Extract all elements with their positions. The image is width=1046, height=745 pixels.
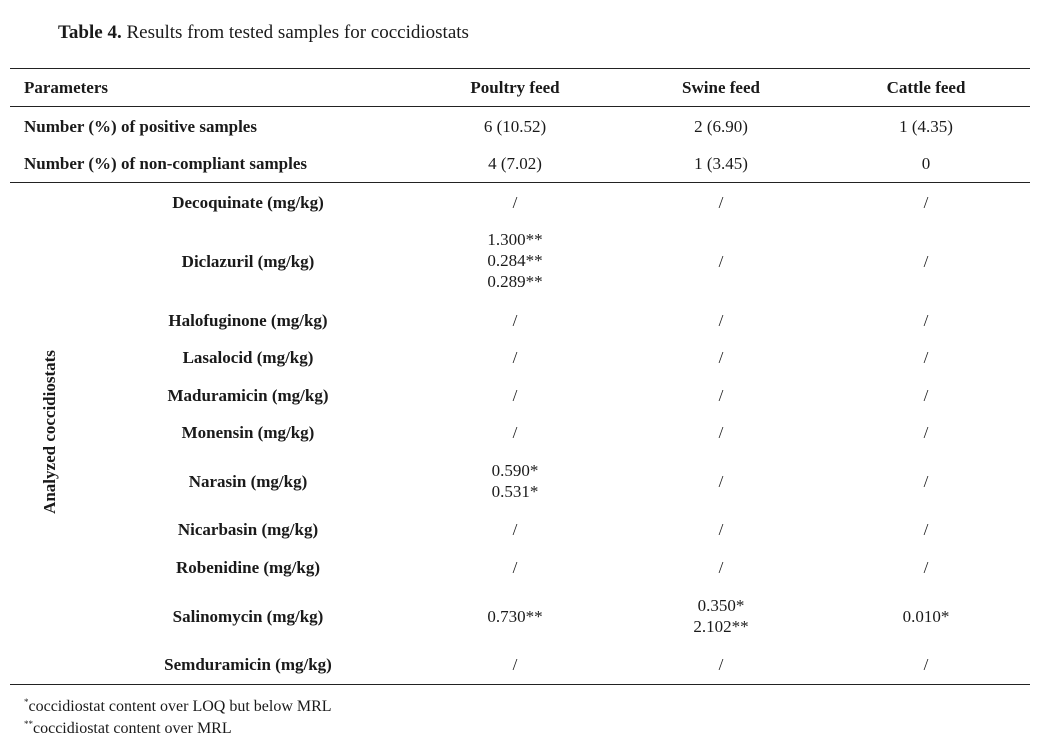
table-caption (58, 22, 469, 44)
footnote-mark: * (24, 697, 29, 707)
analyte-value-swine (693, 595, 748, 637)
analyte-name: Lasalocid (mg/kg) (182, 348, 314, 367)
analyte-name: Monensin (mg/kg) (181, 423, 315, 442)
analyte-value-swine: / (718, 655, 724, 674)
analyte-value-swine: / (718, 348, 724, 367)
header-rule (10, 106, 1030, 107)
analyte-value-cattle: / (923, 423, 929, 442)
analyte-value-cattle: / (923, 655, 929, 674)
analyte-value-poultry: / (512, 348, 518, 367)
summary-positive-swine: 2 (6.90) (694, 117, 748, 136)
footnote-text: coccidiostat content over LOQ but below MRL (28, 698, 332, 715)
analyte-value-poultry: 0.730** (487, 607, 543, 626)
value-line: 0.590* (491, 461, 539, 480)
analyte-value-poultry: / (512, 193, 518, 212)
value-line: 2.102** (693, 617, 749, 636)
summary-rule (10, 182, 1030, 183)
analyte-value-cattle: 0.010* (902, 607, 950, 626)
analyte-value-poultry: / (512, 311, 518, 330)
summary-noncompliant-swine: 1 (3.45) (694, 154, 748, 173)
analyte-value-poultry: / (512, 423, 518, 442)
analyte-value-cattle: / (923, 472, 929, 491)
top-rule (10, 68, 1030, 69)
analyte-value-swine: / (718, 311, 724, 330)
footnote-mark: ** (24, 719, 33, 729)
analyte-name: Decoquinate (mg/kg) (172, 193, 324, 212)
analyte-value-poultry (487, 229, 542, 292)
summary-noncompliant-cattle: 0 (921, 154, 931, 173)
analyte-value-cattle: / (923, 386, 929, 405)
analyte-value-swine: / (718, 558, 724, 577)
caption-text: Results from tested samples for coccidiostats (126, 22, 469, 43)
analyte-name: Semduramicin (mg/kg) (164, 655, 332, 674)
analyte-value-swine: / (718, 520, 724, 539)
caption-label: Table 4. (58, 22, 122, 43)
analyte-name: Salinomycin (mg/kg) (172, 607, 324, 626)
analyte-name: Diclazuril (mg/kg) (181, 252, 315, 271)
analyte-value-cattle: / (923, 558, 929, 577)
value-line: 0.350* (697, 596, 745, 615)
analyte-value-cattle: / (923, 348, 929, 367)
value-line: 1.300** (487, 230, 543, 249)
header-poultry-feed: Poultry feed (470, 78, 560, 97)
analyte-value-swine: / (718, 386, 724, 405)
analyte-value-poultry: / (512, 386, 518, 405)
summary-label-positive: Number (%) of positive samples (24, 117, 257, 136)
summary-noncompliant-poultry: 4 (7.02) (488, 154, 542, 173)
header-swine-feed: Swine feed (682, 78, 760, 97)
analyte-name: Nicarbasin (mg/kg) (177, 520, 319, 539)
analyte-value-cattle: / (923, 520, 929, 539)
analyte-name: Robenidine (mg/kg) (175, 558, 321, 577)
analyte-value-poultry: / (512, 655, 518, 674)
footnote-text: coccidiostat content over MRL (33, 720, 232, 737)
analyte-name: Narasin (mg/kg) (188, 472, 308, 491)
value-line: 0.531* (491, 482, 539, 501)
analyte-value-poultry: / (512, 520, 518, 539)
group-label: Analyzed coccidiostats (40, 350, 59, 514)
summary-positive-cattle: 1 (4.35) (899, 117, 953, 136)
analyte-value-swine: / (718, 193, 724, 212)
analyte-value-poultry: / (512, 558, 518, 577)
summary-label-noncompliant: Number (%) of non-compliant samples (24, 154, 308, 173)
footnote (24, 714, 232, 739)
summary-positive-poultry: 6 (10.52) (483, 117, 547, 136)
analyte-value-poultry (492, 460, 539, 502)
analyte-name: Maduramicin (mg/kg) (167, 386, 329, 405)
analyte-value-cattle: / (923, 311, 929, 330)
analyte-name: Halofuginone (mg/kg) (168, 311, 328, 330)
value-line: 0.289** (487, 272, 543, 291)
analyte-value-swine: / (718, 252, 724, 271)
header-cattle-feed: Cattle feed (886, 78, 966, 97)
analyte-value-swine: / (718, 472, 724, 491)
analyte-value-cattle: / (923, 193, 929, 212)
analyte-value-cattle: / (923, 252, 929, 271)
value-line: 0.284** (487, 251, 543, 270)
bottom-rule (10, 684, 1030, 685)
header-parameters: Parameters (24, 78, 109, 97)
analyte-value-swine: / (718, 423, 724, 442)
